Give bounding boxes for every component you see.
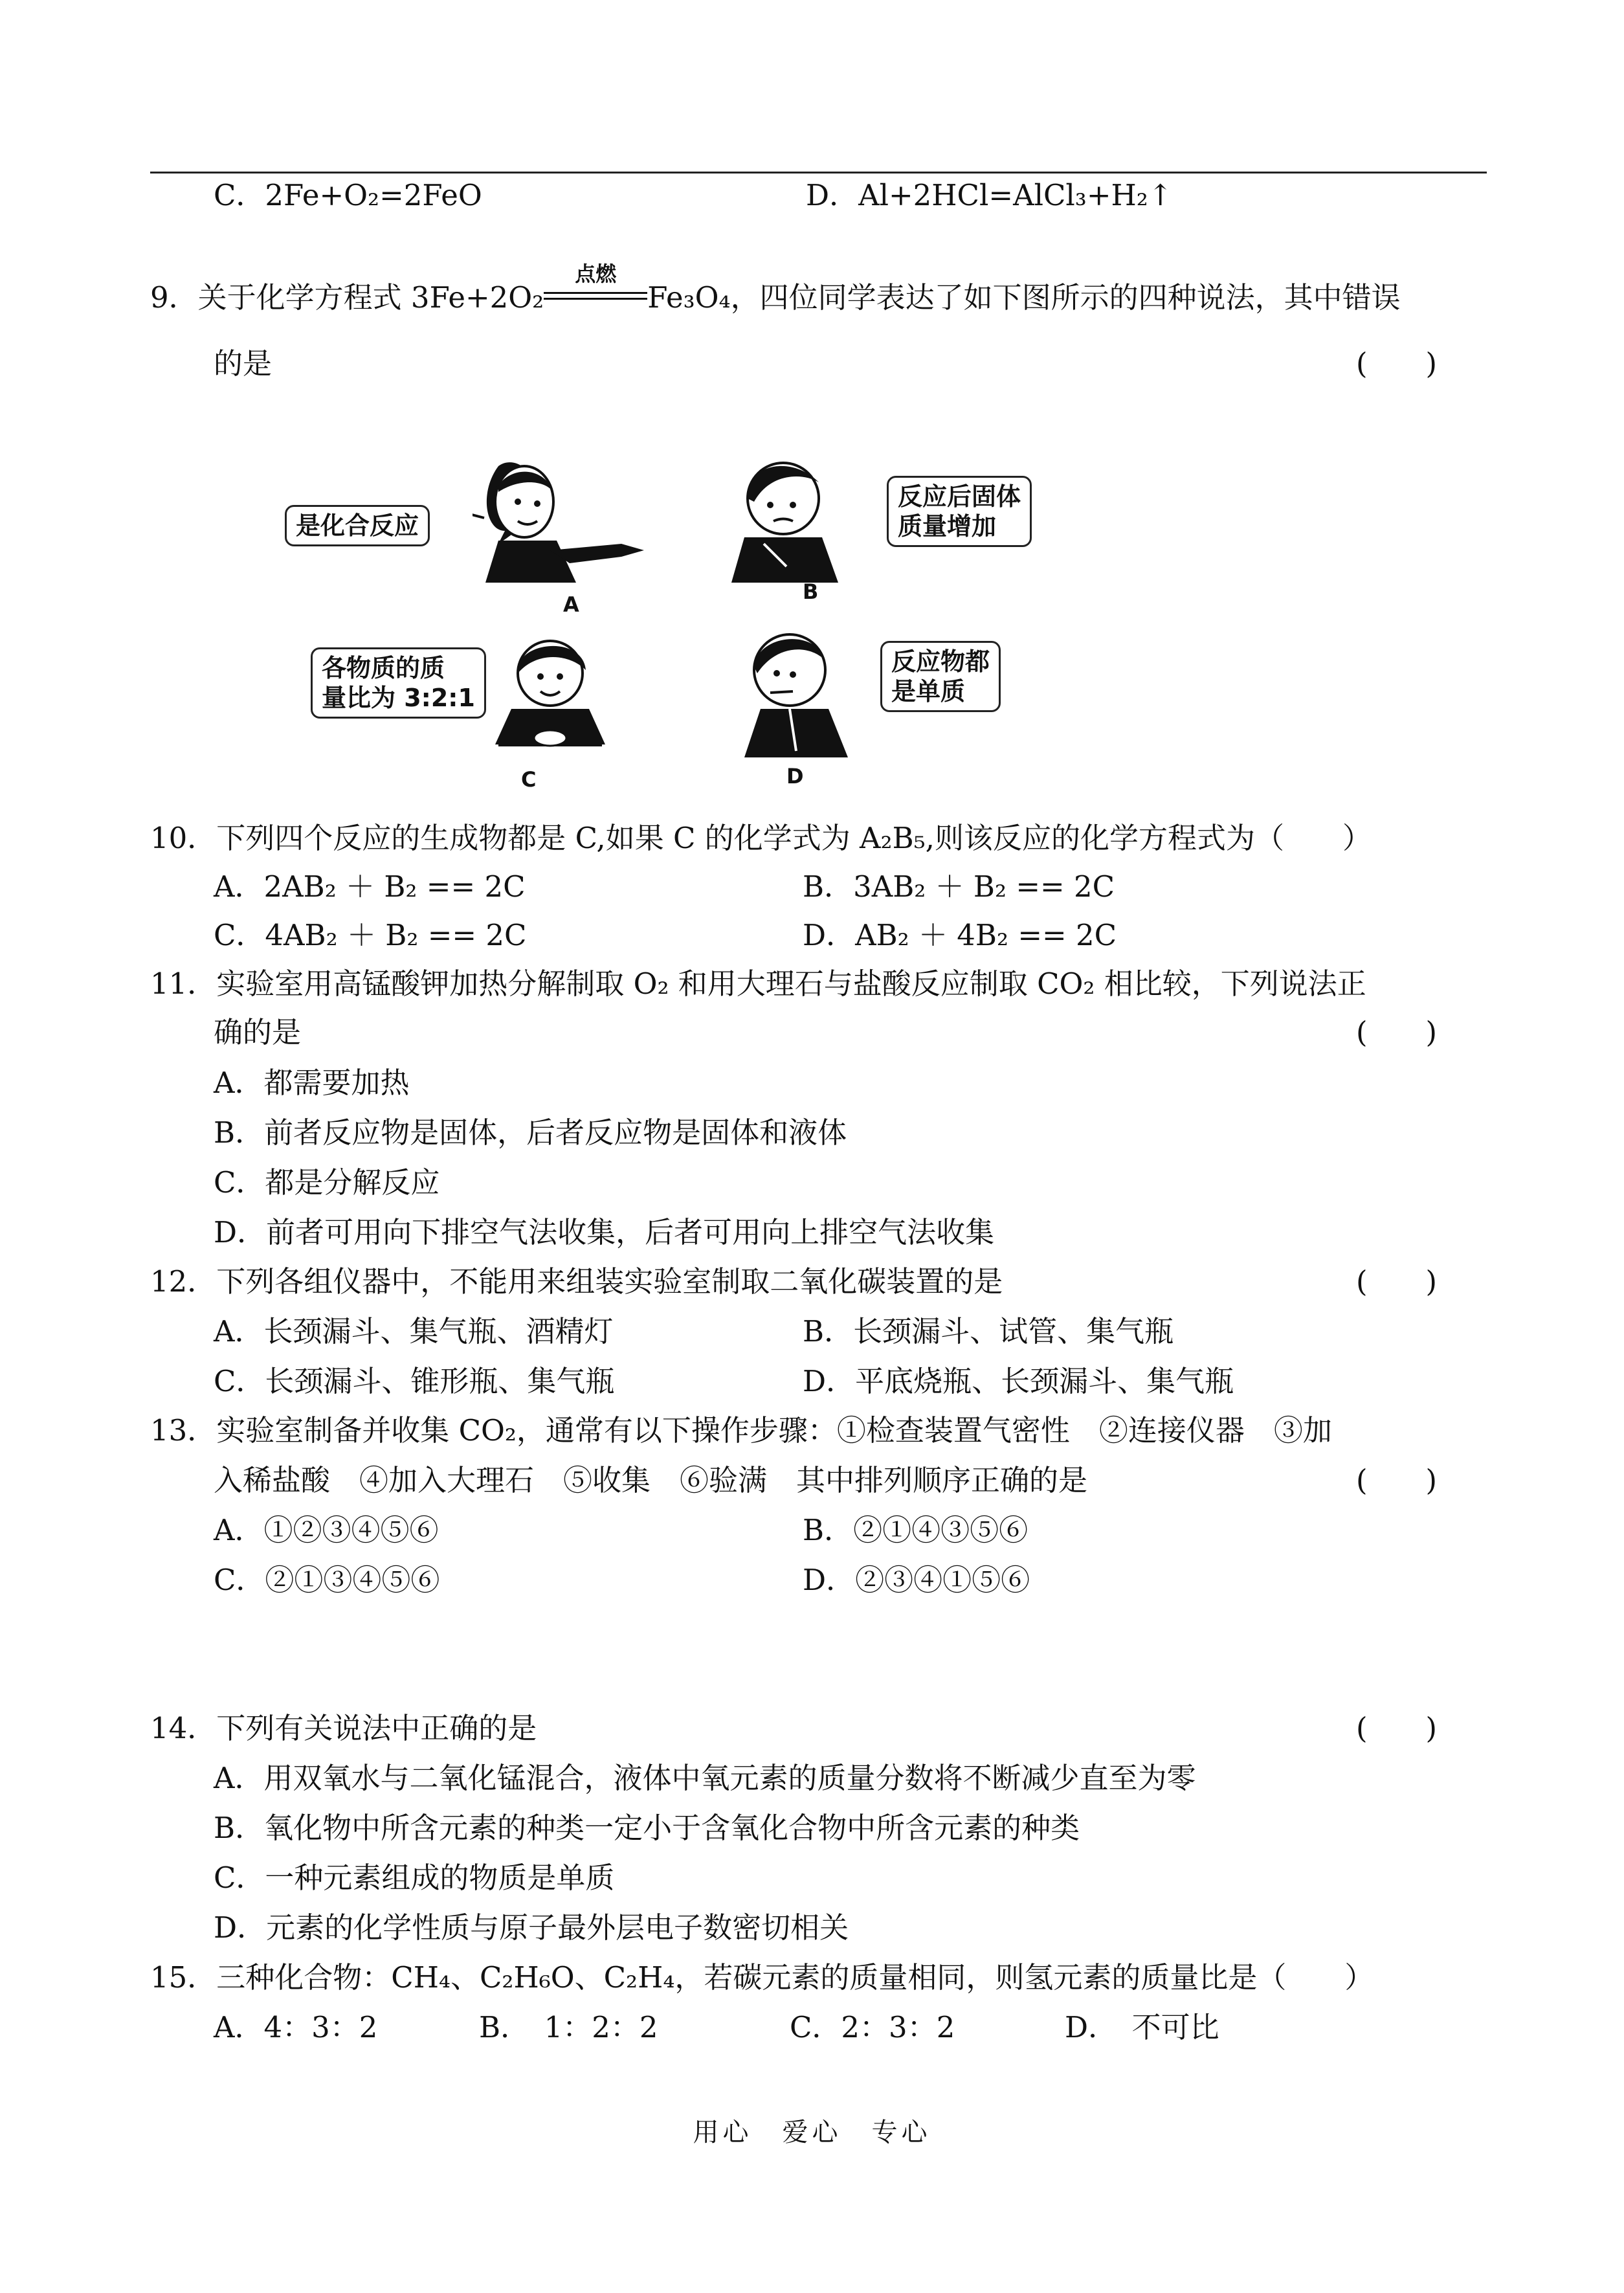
q15-option-b: B． 1：2：2	[479, 2010, 658, 2044]
q10-option-c: C．4AB₂ ＋ B₂ == 2C	[214, 918, 527, 952]
q8-option-c: C．2Fe+O₂=2FeO	[214, 178, 482, 212]
q11-stem-line1: 11．实验室用高锰酸钾加热分解制取 O₂ 和用大理石与盐酸反应制取 CO₂ 相比较，下列说法正	[150, 967, 1366, 1001]
q13-stem-line1: 13．实验室制备并收集 CO₂，通常有以下操作步骤：①检查装置气密性 ②连接仪器 ③加	[150, 1413, 1332, 1448]
q15-option-a: A．4：3：2	[214, 2010, 378, 2044]
page-footer: 用心 爱心 专心	[693, 2118, 931, 2147]
q10-stem: 10．下列四个反应的生成物都是 C,如果 C 的化学式为 A₂B₅,则该反应的化学方程式为（ ）	[150, 821, 1372, 855]
student-d-illustration	[731, 628, 861, 757]
q12-option-b: B．长颈漏斗、试管、集气瓶	[803, 1314, 1174, 1348]
q14-option-a: A．用双氧水与二氧化锰混合，液体中氧元素的质量分数将不断减少直至为零	[214, 1761, 1196, 1795]
student-c-illustration	[485, 634, 615, 757]
q14-option-c: C．一种元素组成的物质是单质	[214, 1861, 615, 1895]
q11-option-b: B．前者反应物是固体，后者反应物是固体和液体	[214, 1115, 847, 1150]
figure-label-a: A	[563, 592, 579, 617]
student-a-illustration	[473, 453, 660, 589]
student-b-illustration	[725, 453, 848, 583]
q11-option-a: A．都需要加热	[214, 1066, 410, 1100]
q10-option-b: B．3AB₂ ＋ B₂ == 2C	[803, 869, 1115, 904]
q13-option-d: D．②③④①⑤⑥	[803, 1563, 1030, 1597]
q14-answer-paren: ( )	[1356, 1711, 1438, 1745]
q12-answer-paren: ( )	[1356, 1264, 1438, 1299]
q9-stem-line2: 的是	[214, 346, 273, 381]
q13-answer-paren: ( )	[1356, 1463, 1438, 1497]
q14-option-d: D．元素的化学性质与原子最外层电子数密切相关	[214, 1910, 849, 1945]
q9-figure	[278, 440, 1107, 803]
q11-option-c: C．都是分解反应	[214, 1165, 440, 1200]
q12-stem: 12．下列各组仪器中，不能用来组装实验室制取二氧化碳装置的是	[150, 1264, 1003, 1299]
q8-option-d: D．Al+2HCl=AlCl₃+H₂↑	[806, 178, 1173, 212]
q13-option-b: B．②①④③⑤⑥	[803, 1513, 1029, 1547]
figure-label-d: D	[786, 764, 804, 789]
q15-option-d: D． 不可比	[1065, 2010, 1219, 2044]
speech-bubble-b: 反应后固体 质量增加	[887, 476, 1032, 547]
speech-bubble-a: 是化合反应	[285, 505, 430, 546]
q14-stem: 14．下列有关说法中正确的是	[150, 1711, 537, 1745]
q11-stem-line2: 确的是	[214, 1015, 302, 1049]
q12-option-d: D．平底烧瓶、长颈漏斗、集气瓶	[803, 1364, 1234, 1398]
speech-bubble-c: 各物质的质 量比为 3:2:1	[311, 647, 486, 719]
q13-option-a: A．①②③④⑤⑥	[214, 1513, 439, 1547]
q9-stem-line1: 9．关于化学方程式 3Fe+2O₂ 点燃 Fe₃O₄，四位同学表达了如下图所示的四种说法，其中错误	[150, 262, 1401, 315]
q11-answer-paren: ( )	[1356, 1015, 1438, 1049]
q11-option-d: D．前者可用向下排空气法收集，后者可用向上排空气法收集	[214, 1215, 995, 1249]
reaction-condition-arrow: 点燃	[544, 292, 647, 308]
q13-stem-line2: 入稀盐酸 ④加入大理石 ⑤收集 ⑥验满 其中排列顺序正确的是	[214, 1463, 1088, 1497]
figure-label-c: C	[521, 767, 537, 792]
q10-option-a: A．2AB₂ ＋ B₂ == 2C	[214, 869, 526, 904]
q15-option-c: C．2：3：2	[790, 2010, 955, 2044]
speech-bubble-d: 反应物都 是单质	[880, 641, 1001, 712]
q14-option-b: B．氧化物中所含元素的种类一定小于含氧化合物中所含元素的种类	[214, 1811, 1080, 1845]
q12-option-a: A．长颈漏斗、集气瓶、酒精灯	[214, 1314, 614, 1348]
q10-option-d: D．AB₂ ＋ 4B₂ == 2C	[803, 918, 1117, 952]
figure-label-b: B	[803, 579, 819, 604]
header-rule	[150, 172, 1487, 173]
q15-stem: 15．三种化合物：CH₄、C₂H₆O、C₂H₄，若碳元素的质量相同，则氢元素的质量比是（ ）	[150, 1960, 1374, 1995]
q12-option-c: C．长颈漏斗、锥形瓶、集气瓶	[214, 1364, 615, 1398]
q13-option-c: C．②①③④⑤⑥	[214, 1563, 440, 1597]
q9-answer-paren: ( )	[1356, 346, 1438, 381]
